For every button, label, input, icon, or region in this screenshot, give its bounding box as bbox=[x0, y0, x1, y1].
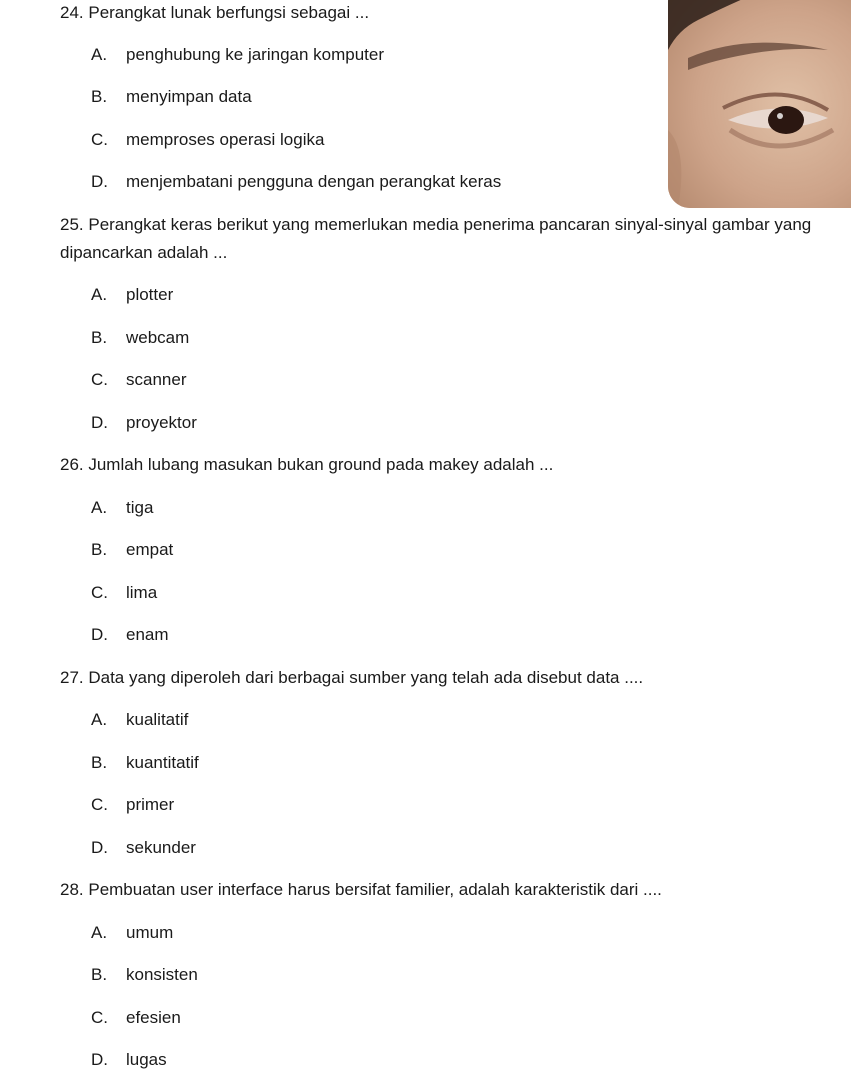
option-text: konsisten bbox=[126, 965, 198, 984]
option-letter: D. bbox=[91, 172, 108, 191]
option-letter: C. bbox=[91, 370, 108, 389]
option-text: proyektor bbox=[126, 413, 197, 432]
option-letter: B. bbox=[91, 540, 108, 559]
option-letter: C. bbox=[91, 795, 108, 814]
option-letter: D. bbox=[91, 838, 108, 857]
option-24-b bbox=[91, 85, 252, 109]
option-letter: C. bbox=[91, 583, 108, 602]
option-letter: C. bbox=[91, 130, 108, 149]
option-letter: D. bbox=[91, 1050, 108, 1069]
option-text: plotter bbox=[126, 285, 174, 304]
option-26-b bbox=[91, 538, 173, 562]
option-letter: A. bbox=[91, 710, 108, 729]
option-28-b bbox=[91, 963, 198, 987]
option-text: sekunder bbox=[126, 838, 196, 857]
option-letter: B. bbox=[91, 87, 108, 106]
option-letter: A. bbox=[91, 923, 108, 942]
question-28: 28. Pembuatan user interface harus bersifat familier, adalah karakteristik dari .... bbox=[60, 880, 662, 899]
option-text: menjembatani pengguna dengan perangkat keras bbox=[126, 172, 502, 191]
option-text: lima bbox=[126, 583, 158, 602]
option-text: kuantitatif bbox=[126, 753, 199, 772]
option-letter: A. bbox=[91, 498, 108, 517]
option-text: tiga bbox=[126, 498, 154, 517]
webcam-video-overlay[interactable] bbox=[668, 0, 851, 208]
option-letter: A. bbox=[91, 285, 108, 304]
option-28-d bbox=[91, 1048, 167, 1072]
option-27-a bbox=[91, 708, 188, 732]
question-27: 27. Data yang diperoleh dari berbagai sumber yang telah ada disebut data .... bbox=[60, 668, 644, 687]
option-letter: C. bbox=[91, 1008, 108, 1027]
option-text: webcam bbox=[126, 328, 190, 347]
question-25: 25. Perangkat keras berikut yang memerlukan media penerima pancaran sinyal-sinyal gambar yang dipancarkan adalah ... bbox=[60, 215, 812, 262]
option-letter: B. bbox=[91, 328, 108, 347]
option-27-c bbox=[91, 793, 174, 817]
option-text: enam bbox=[126, 625, 169, 644]
option-24-c bbox=[91, 128, 324, 152]
option-text: penghubung ke jaringan komputer bbox=[126, 45, 385, 64]
option-25-c bbox=[91, 368, 186, 392]
option-letter: A. bbox=[91, 45, 108, 64]
option-text: memproses operasi logika bbox=[126, 130, 325, 149]
option-text: menyimpan data bbox=[126, 87, 252, 106]
option-28-c bbox=[91, 1006, 181, 1030]
option-24-a bbox=[91, 43, 384, 67]
option-text: kualitatif bbox=[126, 710, 189, 729]
option-text: scanner bbox=[126, 370, 187, 389]
option-text: lugas bbox=[126, 1050, 167, 1069]
option-text: primer bbox=[126, 795, 175, 814]
option-25-b bbox=[91, 326, 189, 350]
option-text: umum bbox=[126, 923, 174, 942]
question-26: 26. Jumlah lubang masukan bukan ground pada makey adalah ... bbox=[60, 455, 554, 474]
option-24-d bbox=[91, 170, 501, 194]
option-letter: B. bbox=[91, 965, 108, 984]
question-24: 24. Perangkat lunak berfungsi sebagai ... bbox=[60, 3, 370, 22]
option-27-d bbox=[91, 836, 196, 860]
option-26-c bbox=[91, 581, 157, 605]
webcam-face-image bbox=[668, 0, 851, 208]
option-26-d bbox=[91, 623, 169, 647]
option-letter: B. bbox=[91, 753, 108, 772]
option-27-b bbox=[91, 751, 199, 775]
option-text: efesien bbox=[126, 1008, 181, 1027]
option-25-a bbox=[91, 283, 173, 307]
option-26-a bbox=[91, 496, 153, 520]
option-letter: D. bbox=[91, 413, 108, 432]
option-25-d bbox=[91, 411, 197, 435]
option-letter: D. bbox=[91, 625, 108, 644]
option-text: empat bbox=[126, 540, 174, 559]
option-28-a bbox=[91, 921, 173, 945]
